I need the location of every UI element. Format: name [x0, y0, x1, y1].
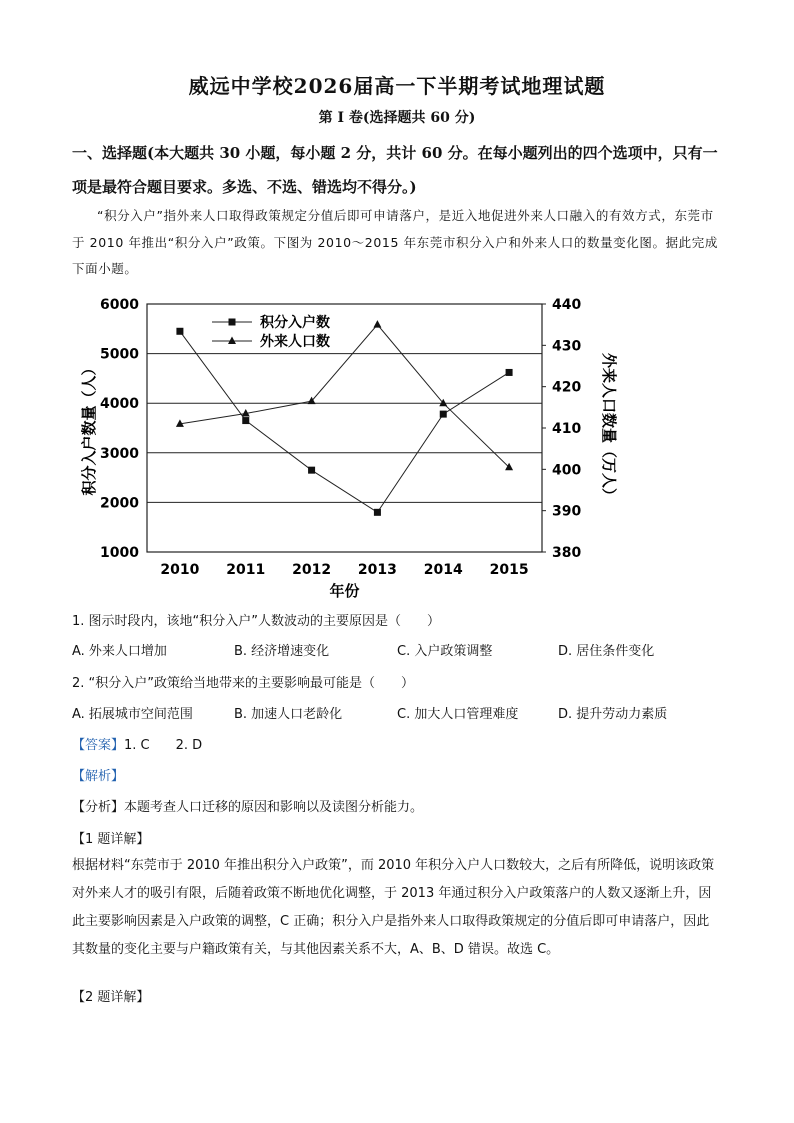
x-tick-label: 2011	[226, 562, 266, 578]
question-2-options	[72, 703, 732, 723]
y-left-tick-label: 5000	[100, 346, 139, 363]
y-right-tick-label: 430	[552, 338, 582, 355]
y-left-tick-label: 6000	[100, 297, 139, 313]
y-right-axis-label: 外来人口数量（万人）	[600, 352, 618, 504]
analysis-intro-tag: 【分析】	[72, 800, 125, 815]
analysis-tag: 【解析】	[72, 769, 125, 784]
x-tick-label: 2010	[160, 562, 200, 578]
q2-option-b[interactable]: B. 加速人口老龄化	[234, 707, 343, 722]
q1-option-c[interactable]: C. 入户政策调整	[397, 644, 493, 659]
y-right-tick-label: 400	[552, 462, 582, 479]
x-tick-label: 2013	[357, 562, 397, 578]
series-1-point	[308, 467, 315, 474]
q2-option-c[interactable]: C. 加大人口管理难度	[397, 707, 519, 722]
section-heading: 一、选择题(本大题共 30 小题，每小题 2 分，共计 60 分。在每小题列出的四个选项中，只有一项是最符合题目要求。多选、不选、错选均不得分。)	[72, 144, 718, 196]
q1-detail-text: 根据材料“东莞市于 2010 年推出积分入户政策”，而 2010 年积分入户人口数较大，之后有所降低，说明该政策对外来人才的吸引有限，后随着政策不断地优化调整，于 2013 年通过积分入户政策落户的人数又逐渐上升，因此主要影响因素是入户政策的调整，C 正确；积分入户是指外来人口取得政策规定的分值后即可申请落户，因此其数量的变化主要与户籍政策有关，与其他因素关系不大，A、B、D 错误。故选 C。	[72, 858, 715, 957]
y-right-tick-label: 410	[552, 421, 582, 437]
y-left-tick-label: 1000	[100, 545, 139, 561]
legend-marker-triangle	[228, 337, 236, 345]
legend-label: 积分入户数	[260, 315, 330, 331]
series-2-point	[373, 320, 381, 328]
y-left-axis-label: 积分入户数量（人）	[80, 360, 98, 496]
y-right-tick-label: 420	[552, 379, 582, 396]
q2-detail-tag: 【2 题详解】	[72, 990, 150, 1005]
series-1-point	[374, 509, 381, 516]
legend-marker-square	[229, 319, 236, 326]
q1-option-b[interactable]: B. 经济增速变化	[234, 644, 330, 659]
q2-option-a[interactable]: A. 拓展城市空间范围	[72, 707, 193, 722]
series-1-point	[440, 411, 447, 418]
x-tick-label: 2012	[292, 562, 332, 578]
legend-label: 外来人口数	[260, 334, 330, 350]
analysis-intro	[72, 796, 423, 815]
y-left-tick-label: 4000	[100, 396, 139, 413]
q1-option-a[interactable]: A. 外来人口增加	[72, 644, 167, 659]
exam-title: 威远中学校2026届高一下半期考试地理试题	[188, 74, 606, 98]
answer-line	[72, 734, 202, 753]
y-right-tick-label: 440	[552, 297, 582, 313]
analysis-intro-text: 本题考查人口迁移的原因和影响以及读图分析能力。	[124, 800, 424, 815]
question-1-stem: 1. 图示时段内，该地“积分入户”人数波动的主要原因是（ ）	[72, 614, 441, 629]
x-axis-label: 年份	[329, 582, 360, 600]
question-1-options	[72, 640, 732, 660]
question-material: “积分入户”指外来人口取得政策规定分值后即可申请落户，是近入地促进外来人口融入的有效方式，东莞市于 2010 年推出“积分入户”政策。下图为 2010～2015 年东莞市积分入户和外来人口的数量变化图。据此完成下面小题。	[72, 208, 718, 276]
x-tick-label: 2015	[489, 562, 529, 578]
answer-values: 1. C 2. D	[124, 738, 203, 753]
answer-tag: 【答案】	[72, 738, 125, 753]
y-right-tick-label: 390	[552, 503, 582, 520]
q2-option-d[interactable]: D. 提升劳动力素质	[558, 707, 668, 722]
series-1-point	[506, 369, 513, 376]
series-1-point	[176, 328, 183, 335]
series-line-2	[180, 325, 509, 468]
q1-option-d[interactable]: D. 居住条件变化	[558, 644, 655, 659]
plot-frame	[147, 304, 542, 552]
series-line-1	[180, 331, 509, 512]
y-left-tick-label: 3000	[100, 445, 139, 462]
question-2-stem: 2. “积分入户”政策给当地带来的主要影响最可能是（ ）	[72, 676, 415, 691]
x-tick-label: 2014	[423, 562, 463, 578]
y-right-tick-label: 380	[552, 545, 582, 561]
section-subtitle: 第 I 卷(选择题共 60 分)	[318, 110, 476, 126]
dual-axis-line-chart	[72, 292, 712, 602]
q1-detail-tag: 【1 题详解】	[72, 832, 150, 847]
series-1-point	[242, 417, 249, 424]
y-left-tick-label: 2000	[100, 495, 139, 512]
